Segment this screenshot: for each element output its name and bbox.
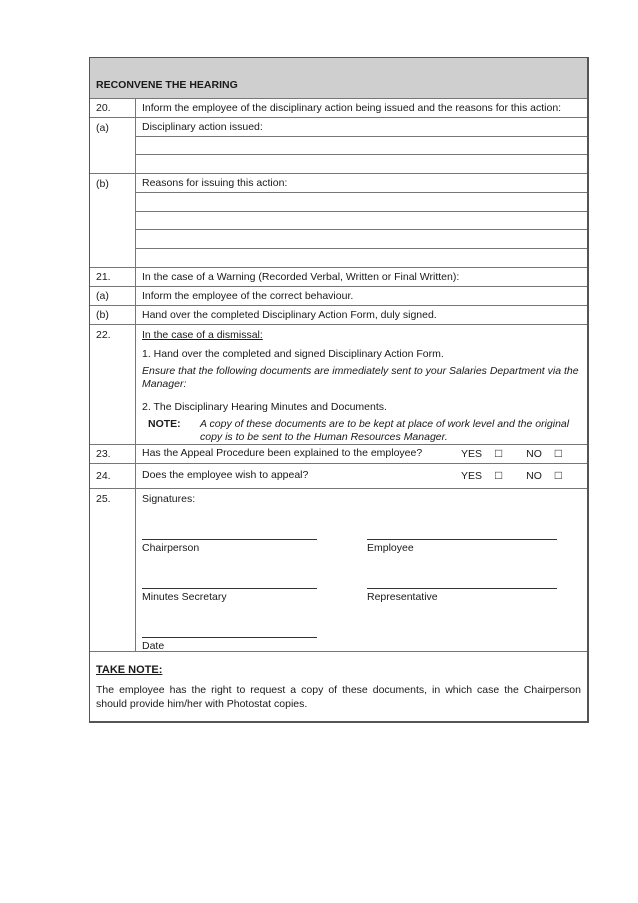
row-text: Inform the employee of the disciplinary action being issued and the reasons for this action: (136, 99, 588, 118)
signatures-label: Signatures: (142, 493, 196, 505)
row-number: 23. (90, 445, 136, 464)
minutes-secretary-label: Minutes Secretary (142, 591, 227, 603)
row-number: (a) (90, 118, 136, 174)
blank-line[interactable] (136, 249, 587, 268)
section-title-bar (90, 58, 587, 99)
row-20 (90, 99, 587, 118)
representative-label: Representative (367, 591, 438, 603)
form-table (90, 99, 587, 721)
yes-no-options (461, 469, 581, 483)
yes-no-options (461, 447, 581, 461)
take-note-text: The employee has the right to request a copy of these documents, in which case the Chairperson should provide him/her with Photostat copies. (96, 684, 581, 710)
date-field[interactable] (142, 625, 317, 653)
no-checkbox[interactable]: □ (554, 468, 563, 482)
blank-line[interactable] (136, 155, 587, 174)
row-text: Disciplinary action issued: (136, 118, 587, 137)
representative-signature[interactable] (367, 576, 557, 604)
row-text: In the case of a Warning (Recorded Verbal, Written or Final Written): (136, 268, 588, 287)
row-24 (90, 464, 587, 489)
blank-line[interactable] (136, 193, 587, 212)
row-23 (90, 445, 587, 464)
row-20b (90, 174, 587, 268)
row-21a (90, 287, 587, 306)
row-number: 20. (90, 99, 136, 118)
row-22 (90, 325, 587, 445)
take-note-row (90, 652, 587, 722)
row-25 (90, 489, 587, 652)
row-number: 24. (90, 464, 136, 489)
date-label: Date (142, 640, 165, 652)
note-text: A copy of these documents are to be kept at place of work level and the original copy is to be sent to the Human Resources Manager. (200, 418, 570, 443)
no-checkbox[interactable]: □ (554, 446, 563, 460)
yes-label: YES (461, 470, 483, 482)
row-text: Hand over the completed Disciplinary Action Form, duly signed. (136, 306, 588, 325)
row-text: Does the employee wish to appeal? (142, 469, 309, 481)
take-note-label: TAKE NOTE: (96, 664, 163, 676)
row-21b (90, 306, 587, 325)
row-number: 25. (90, 489, 136, 652)
blank-line[interactable] (136, 137, 587, 155)
reconvene-hearing-form (89, 57, 589, 723)
row-number: (a) (90, 287, 136, 306)
row-number: 21. (90, 268, 136, 287)
dismissal-heading: In the case of a dismissal: (142, 329, 263, 341)
row-text: Reasons for issuing this action: (136, 174, 587, 193)
employee-label: Employee (367, 542, 414, 554)
yes-checkbox[interactable]: □ (494, 446, 503, 460)
section-title: RECONVENE THE HEARING (96, 79, 238, 91)
yes-checkbox[interactable]: □ (494, 468, 503, 482)
yes-label: YES (461, 448, 483, 460)
dismissal-item-2: 2. The Disciplinary Hearing Minutes and Documents. (142, 401, 387, 413)
employee-signature[interactable] (367, 527, 557, 555)
no-label: NO (526, 448, 542, 460)
note-label: NOTE: (148, 418, 181, 430)
row-text: Has the Appeal Procedure been explained to the employee? (142, 447, 423, 459)
row-21 (90, 268, 587, 287)
dismissal-item-1: 1. Hand over the completed and signed Disciplinary Action Form. (142, 348, 444, 360)
minutes-secretary-signature[interactable] (142, 576, 317, 604)
blank-line[interactable] (136, 230, 587, 249)
no-label: NO (526, 470, 542, 482)
row-number: (b) (90, 306, 136, 325)
blank-line[interactable] (136, 212, 587, 230)
row-20a (90, 118, 587, 174)
note-block (142, 418, 581, 444)
chairperson-signature[interactable] (142, 527, 317, 555)
row-number: (b) (90, 174, 136, 268)
row-text: Inform the employee of the correct behaviour. (136, 287, 588, 306)
row-number: 22. (90, 325, 136, 445)
ensure-text: Ensure that the following documents are immediately sent to your Salaries Department via the Manager: (142, 365, 579, 390)
chairperson-label: Chairperson (142, 542, 200, 554)
